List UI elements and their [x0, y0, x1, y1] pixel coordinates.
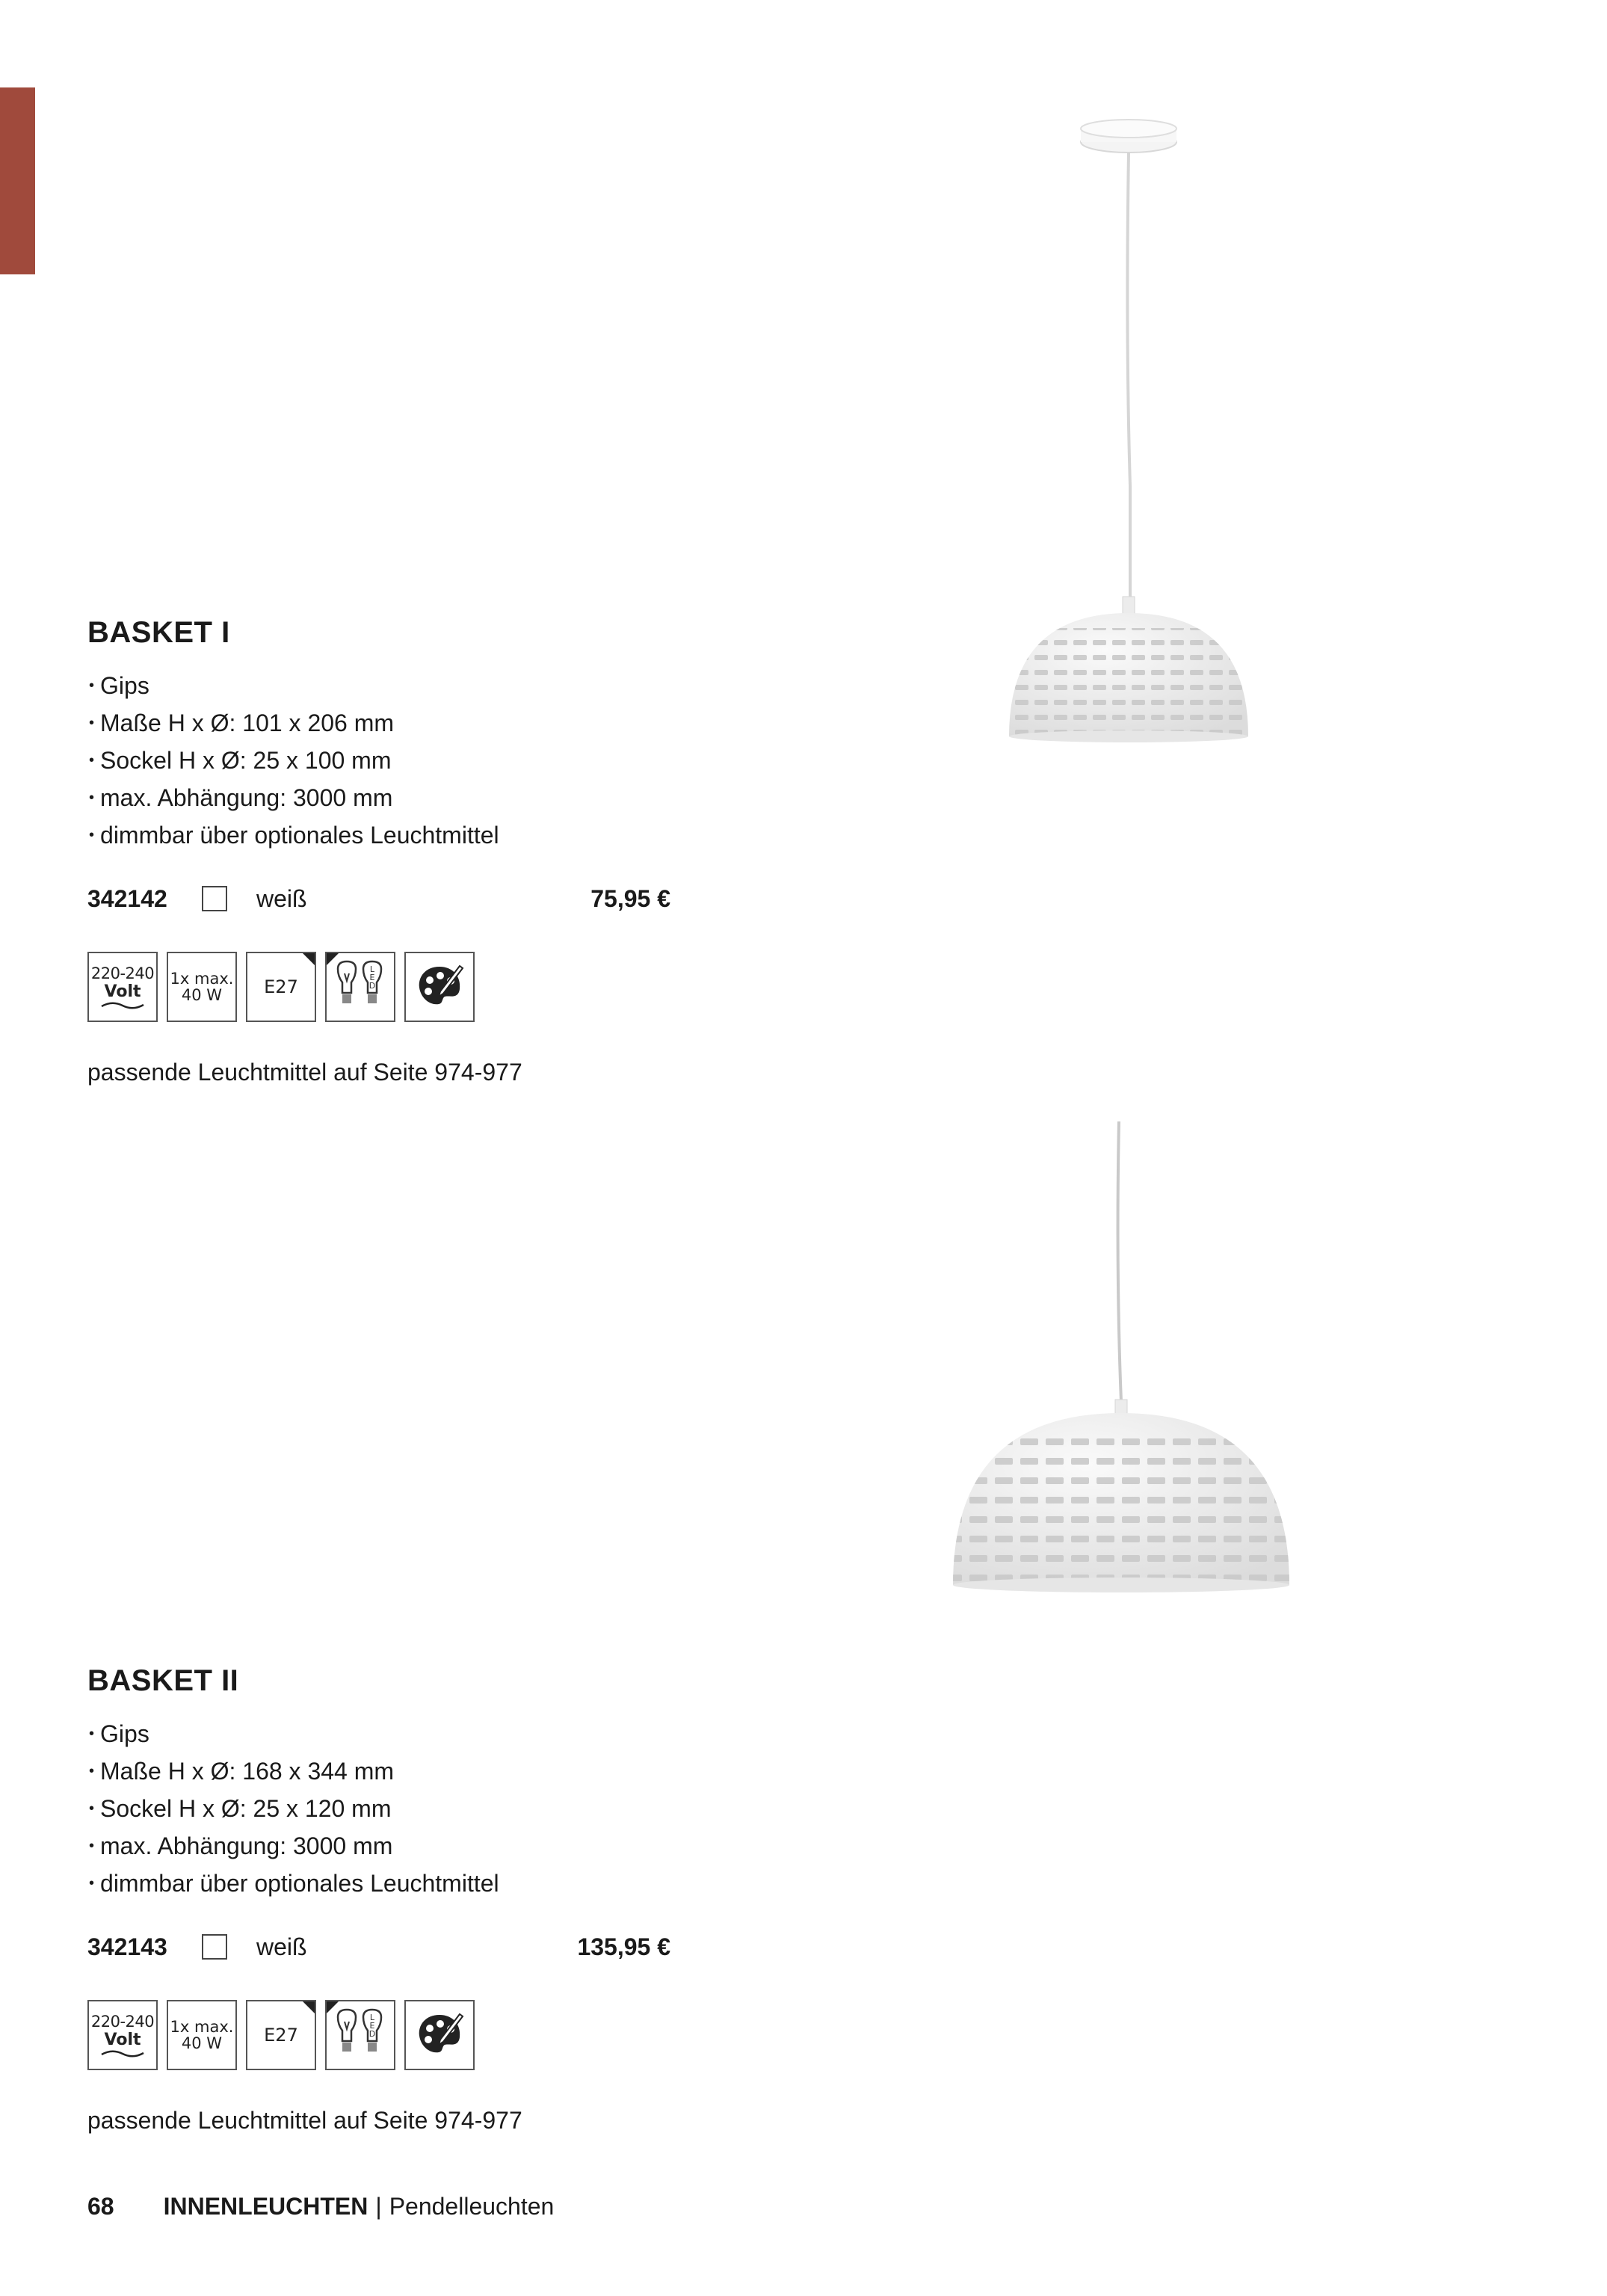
color-swatch-white	[202, 886, 227, 911]
subsection-title: Pendelleuchten	[389, 2193, 555, 2220]
product-basket-1	[87, 612, 670, 1091]
socket-type: E27	[264, 2025, 298, 2046]
feature-item: • Gips	[87, 667, 670, 704]
wattage-icon	[167, 2000, 237, 2070]
product-image-basket-2	[942, 1121, 1301, 1600]
price: 135,95 €	[577, 1933, 670, 1960]
socket-type: E27	[264, 976, 298, 997]
ac-wave-icon	[100, 2050, 145, 2058]
feature-item: • Sockel H x Ø: 25 x 120 mm	[87, 1790, 670, 1827]
spec-icons	[87, 2000, 670, 2072]
socket-icon	[246, 952, 316, 1022]
voltage-range: 220-240	[90, 2013, 155, 2031]
voltage-icon	[87, 2000, 158, 2070]
socket-icon	[246, 2000, 316, 2070]
wattage-value: 40 W	[181, 986, 223, 1004]
wattage-count: 1x max.	[170, 2018, 234, 2036]
feature-item: • dimmbar über optionales Leuchtmittel	[87, 1865, 670, 1902]
color-name: weiß	[256, 1933, 307, 1960]
order-row	[87, 1928, 670, 1966]
feature-item: • dimmbar über optionales Leuchtmittel	[87, 816, 670, 854]
svg-text:L: L	[369, 964, 375, 974]
svg-text:E: E	[369, 973, 375, 982]
section-title: INNENLEUCHTEN	[163, 2193, 368, 2220]
feature-list	[87, 667, 670, 854]
feature-item: • Maße H x Ø: 168 x 344 mm	[87, 1752, 670, 1790]
article-number: 342142	[87, 885, 167, 912]
paintable-icon	[404, 2000, 475, 2070]
bulb-reference-hint: passende Leuchtmittel auf Seite 974-977	[87, 1059, 522, 1086]
price: 75,95 €	[590, 885, 670, 912]
page-footer	[87, 2188, 554, 2225]
feature-item: • max. Abhängung: 3000 mm	[87, 1827, 670, 1865]
order-row	[87, 880, 670, 917]
article-number: 342143	[87, 1933, 167, 1960]
color-swatch-white	[202, 1934, 227, 1960]
spec-icons	[87, 952, 670, 1024]
feature-item: • Maße H x Ø: 101 x 206 mm	[87, 704, 670, 742]
feature-item: • max. Abhängung: 3000 mm	[87, 779, 670, 816]
product-title: BASKET I	[87, 616, 230, 649]
page-number: 68	[87, 2193, 114, 2220]
feature-list	[87, 1715, 670, 1902]
product-title: BASKET II	[87, 1664, 239, 1697]
feature-item: • Gips	[87, 1715, 670, 1752]
voltage-icon	[87, 952, 158, 1022]
voltage-range: 220-240	[90, 964, 155, 982]
voltage-unit: Volt	[104, 982, 141, 1001]
svg-text:E: E	[369, 2021, 375, 2031]
paintable-icon	[404, 952, 475, 1022]
product-basket-2	[87, 1660, 670, 2139]
product-image-basket-1	[994, 112, 1263, 755]
bulb-led-icon	[325, 952, 395, 1022]
wattage-count: 1x max.	[170, 970, 234, 988]
ac-wave-icon	[100, 1002, 145, 1009]
svg-text:D: D	[368, 981, 376, 991]
voltage-unit: Volt	[104, 2031, 141, 2049]
bulb-led-icon	[325, 2000, 395, 2070]
footer-separator: |	[375, 2193, 382, 2220]
section-color-tab	[0, 87, 35, 274]
svg-text:D: D	[368, 2029, 376, 2039]
color-name: weiß	[256, 885, 307, 912]
wattage-value: 40 W	[181, 2034, 223, 2052]
feature-item: • Sockel H x Ø: 25 x 100 mm	[87, 742, 670, 779]
bulb-reference-hint: passende Leuchtmittel auf Seite 974-977	[87, 2107, 522, 2134]
svg-text:L: L	[369, 2013, 375, 2022]
wattage-icon	[167, 952, 237, 1022]
